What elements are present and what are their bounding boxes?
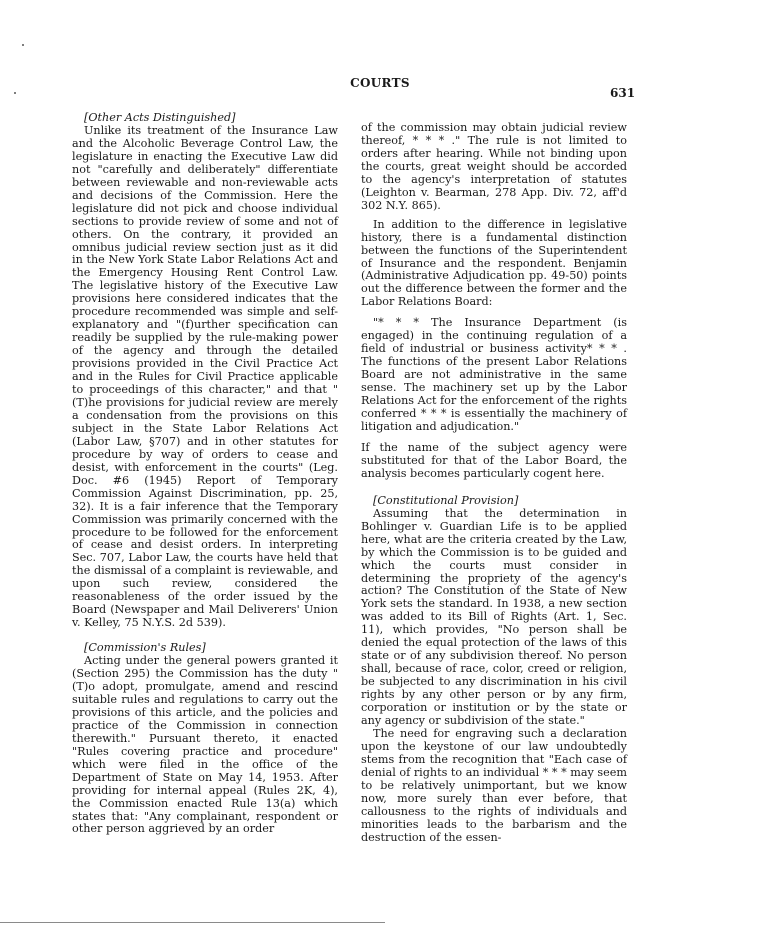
paragraph: If the name of the subject agency were substituted for that of the Labor Board, the analysis becomes particularly cogent here.: [361, 440, 627, 480]
paragraph: Unlike its treatment of the Insurance Law and the Alcoholic Beverage Control Law, the legislature in enacting the Executive Law did not "carefully and deliberately" differentiate between reviewable and non-reviewable acts and decisions of the Commission. Here the legislature did not pick and choose individual sections to provide review of some and not of others. On the contrary, it provided an omnibus judicial review section just as it did in the New York State Labor Relations Act and the Emergency Housing Rent Control Law. The legislative history of the Executive Law provisions here considered indicates that the procedure recommended was simple and self-explanatory and "(f)urther specification can readily be supplied by the rule-making power of the agency and through the detailed provisions provided in the Civil Practice Act and in the Rules for Civil Practice applicable to proceedings of this character," and that "(T)he provisions for judicial review are merely a condensation from the provisions on this subject in the State Labor Relations Act (Labor Law, §707) and in other statutes for procedure by way of orders to cease and desist, with enforcement in the courts" (Leg. Doc. #6 (1945) Report of Temporary Commission Against Discrimination, pp. 25, 32). It is a fair inference that the Temporary Commission was primarily concerned with the procedure to be followed for the enforcement of cease and desist orders. In interpreting Sec. 707, Labor Law, the courts have held that the dismissal of a complaint is reviewable, and upon such review, considered the reasonableness of the order issued by the Board (Newspaper and Mail Deliverers' Union v. Kelley, 75 N.Y.S. 2d 539).: [72, 123, 338, 630]
page-number: 631: [610, 86, 636, 100]
running-header: COURTS: [350, 76, 410, 90]
paragraph: The need for engraving such a declaration upon the keystone of our law undoubtedly stems from the recognition that "Each case of denial of rights to an individual * * * may seem to be relatively unimportant, but we know now, more surely than ever before, that callousness to the rights of individuals and minorities leads to the barbarism and the destruction of the essen-: [361, 726, 627, 844]
section-heading: [Other Acts Distinguished]: [84, 111, 236, 124]
scan-speck: [14, 92, 16, 94]
right-column: [361, 122, 627, 845]
section-heading: [Constitutional Provision]: [373, 493, 519, 507]
left-column: [72, 112, 338, 836]
paragraph: In addition to the difference in legislative history, there is a fundamental distinction between the functions of the Superintendent of Insurance and the respondent. Benjamin (Administrative Adjudication pp. 49-50) points out the difference between the former and the Labor Relations Board:: [361, 217, 627, 309]
block-quote: "* * * The Insurance Department (is engaged) in the continuing regulation of a field of industrial or business activity* * * . The functions of the present Labor Relations Board are not administrative in the same sense. The machinery set up by the Labor Relations Act for the enforcement of the rights conferred * * * is essentially the machinery of litigation and adjudication.": [361, 316, 627, 433]
section-heading: [Commission's Rules]: [84, 641, 206, 655]
bottom-rule: [0, 922, 385, 923]
paragraph: Assuming that the determination in Bohlinger v. Guardian Life is to be applied here, what are the criteria created by the Law, by which the Commission is to be guided and which the courts must consider in determining the propriety of the agency's action? The Constitution of the State of New York sets the standard. In 1938, a new section was added to its Bill of Rights (Art. 1, Sec. 11), which provides, "No person shall be denied the equal protection of the laws of this state or of any subdivision thereof. No person shall, because of race, color, creed or religion, be subjected to any discrimination in his civil rights by any other person or by any firm, corporation or institution or by the state or any agency or subdivision of the state.": [361, 506, 627, 727]
scan-speck: [22, 44, 24, 46]
paragraph: Acting under the general powers granted it (Section 295) the Commission has the duty "(T)o adopt, promulgate, amend and rescind suitable rules and regulations to carry out the provisions of this article, and the policies and practice of the Commission in connection therewith." Pursuant thereto, it enacted "Rules covering practice and procedure" which were filed in the office of the Department of State on May 14, 1953. After providing for internal appeal (Rules 2K, 4), the Commission enacted Rule 13(a) which states that: "Any complainant, respondent or other person aggrieved by an order: [72, 654, 338, 836]
paragraph: of the commission may obtain judicial review thereof, * * * ." The rule is not limited to orders after hearing. While not binding upon the courts, great weight should be accorded to the agency's interpretation of statutes (Leighton v. Bearman, 278 App. Div. 72, aff'd 302 N.Y. 865).: [361, 121, 627, 212]
